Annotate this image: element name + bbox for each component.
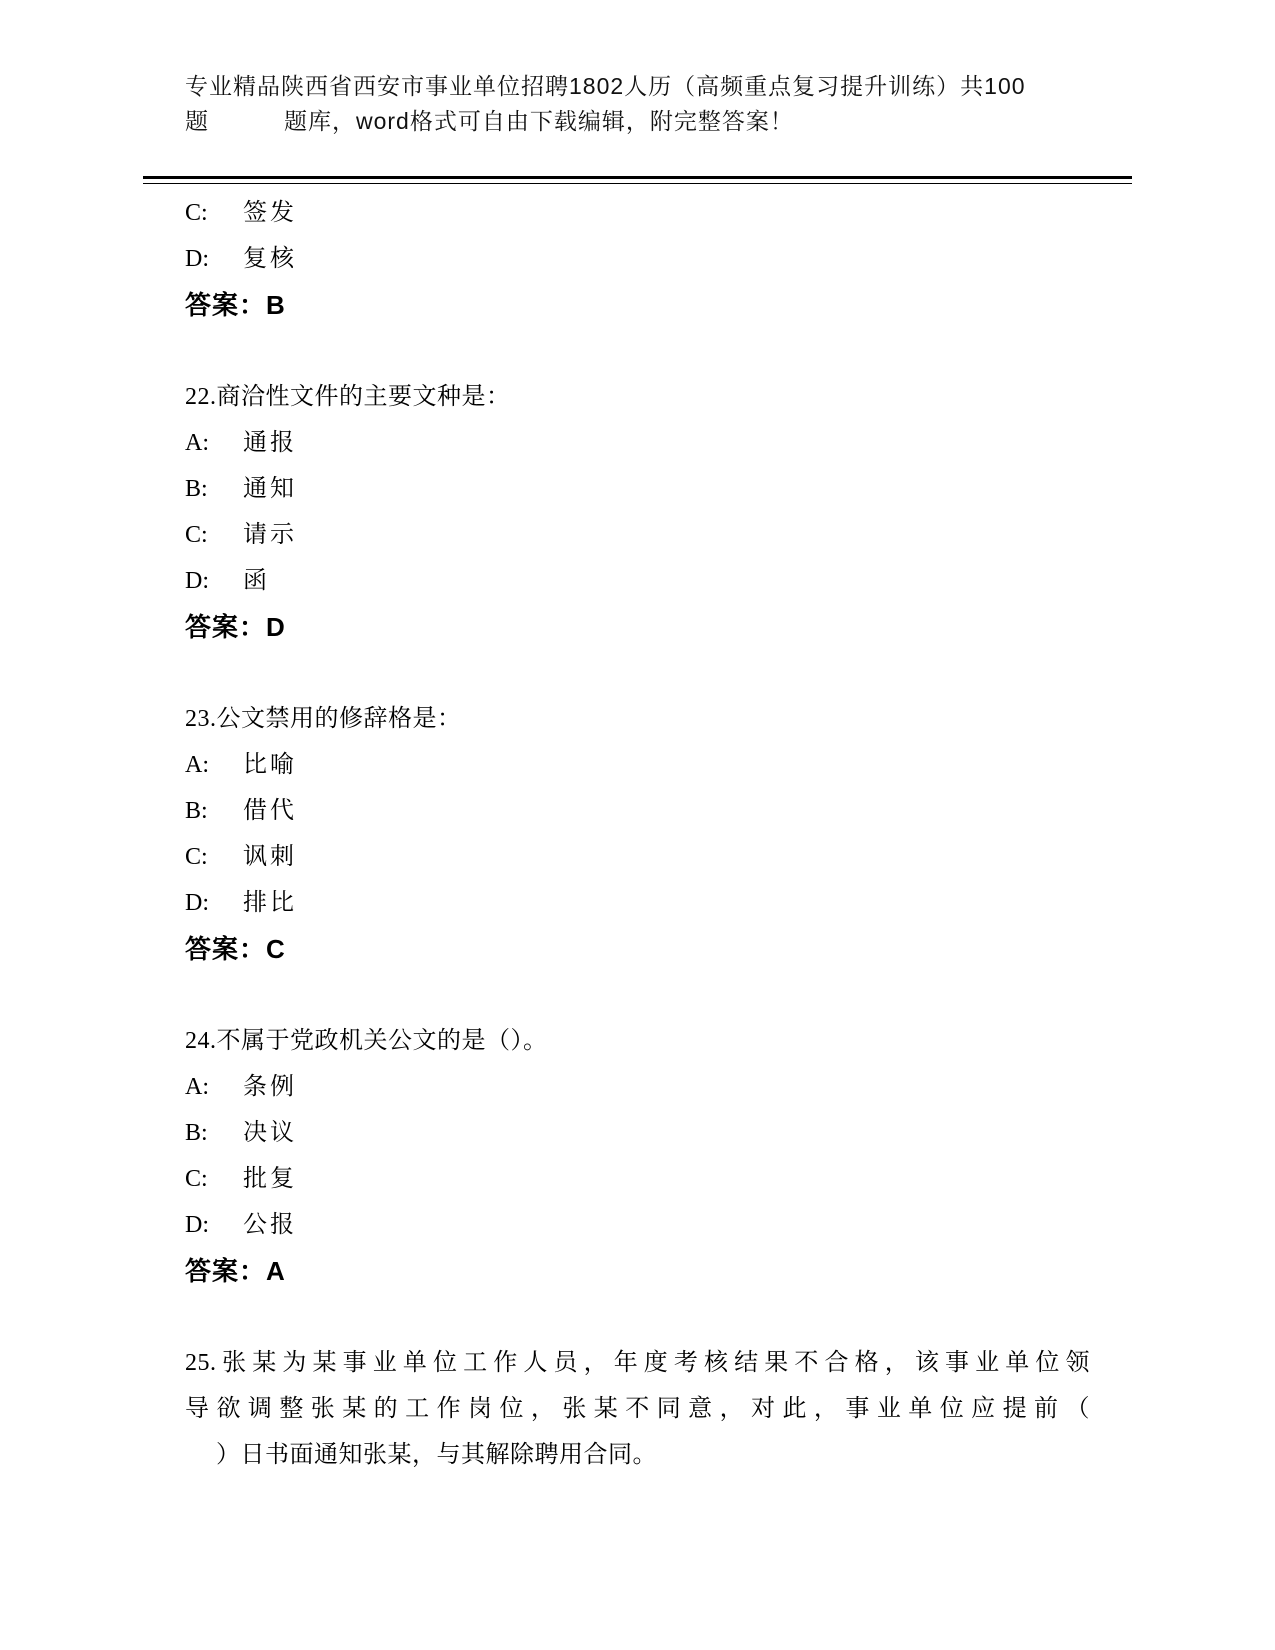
header-title-line-2 <box>185 104 1090 139</box>
question-block-23 <box>185 696 1090 972</box>
option-label: A: <box>185 752 209 778</box>
option-row <box>185 558 1090 604</box>
option-label: C: <box>185 200 208 226</box>
option-text: 排比 <box>243 890 297 916</box>
option-label: D: <box>185 890 209 916</box>
header-rule <box>143 176 1132 184</box>
option-label: B: <box>185 1120 208 1146</box>
option-label: B: <box>185 798 208 824</box>
option-row <box>185 512 1090 558</box>
header-title-line-1: 专业精品陕西省西安市事业单位招聘1802人历（高频重点复习提升训练）共100 <box>185 73 1026 99</box>
answer-line: 答案：B <box>185 290 286 320</box>
option-label: A: <box>185 430 209 456</box>
option-text: 批复 <box>243 1166 297 1192</box>
option-label: D: <box>185 246 209 272</box>
option-label: A: <box>185 1074 209 1100</box>
option-row <box>185 834 1090 880</box>
option-text: 公报 <box>243 1212 297 1238</box>
question-stem: 24.不属于党政机关公文的是（）。 <box>185 1028 548 1054</box>
document-body <box>185 190 1090 1478</box>
option-text: 通报 <box>243 430 297 456</box>
option-label: C: <box>185 1166 208 1192</box>
option-row <box>185 1110 1090 1156</box>
option-row <box>185 1202 1090 1248</box>
option-label: D: <box>185 568 209 594</box>
header-line2-left: 题 <box>185 108 209 134</box>
option-row <box>185 788 1090 834</box>
option-row <box>185 466 1090 512</box>
option-label: C: <box>185 522 208 548</box>
header-line2-right: 题库，word格式可自由下载编辑，附完整答案！ <box>284 108 794 134</box>
question-block-24 <box>185 1018 1090 1294</box>
option-row <box>185 420 1090 466</box>
option-text: 签发 <box>243 200 297 226</box>
page-header <box>185 69 1090 139</box>
answer-line: 答案：D <box>185 612 286 642</box>
option-label: C: <box>185 844 208 870</box>
question-block-25 <box>185 1340 1090 1478</box>
option-label: B: <box>185 476 208 502</box>
option-text: 函 <box>243 568 270 594</box>
question-stem-line-2: 导欲调整张某的工作岗位，张某不同意，对此，事业单位应提前（ <box>185 1396 1090 1422</box>
option-text: 复核 <box>243 246 297 272</box>
option-row <box>185 1064 1090 1110</box>
option-text: 比喻 <box>243 752 297 778</box>
option-text: 请示 <box>243 522 297 548</box>
question-block-22 <box>185 374 1090 650</box>
question-stem: 22.商洽性文件的主要文种是： <box>185 384 511 410</box>
option-row <box>185 742 1090 788</box>
option-label: D: <box>185 1212 209 1238</box>
answer-line: 答案：A <box>185 1256 286 1286</box>
option-text: 条例 <box>243 1074 297 1100</box>
option-row <box>185 1156 1090 1202</box>
question-stem-line-3: ）日书面通知张某，与其解除聘用合同。 <box>216 1442 657 1468</box>
question-stem: 23.公文禁用的修辞格是： <box>185 706 462 732</box>
option-row <box>185 880 1090 926</box>
option-text: 讽刺 <box>243 844 297 870</box>
option-row <box>185 236 1090 282</box>
answer-line: 答案：C <box>185 934 286 964</box>
question-stem-line-1: 25.张某为某事业单位工作人员，年度考核结果不合格，该事业单位领 <box>185 1350 1090 1376</box>
option-text: 通知 <box>243 476 297 502</box>
question-block-21 <box>185 190 1090 328</box>
option-text: 借代 <box>243 798 297 824</box>
option-row <box>185 190 1090 236</box>
option-text: 决议 <box>243 1120 297 1146</box>
